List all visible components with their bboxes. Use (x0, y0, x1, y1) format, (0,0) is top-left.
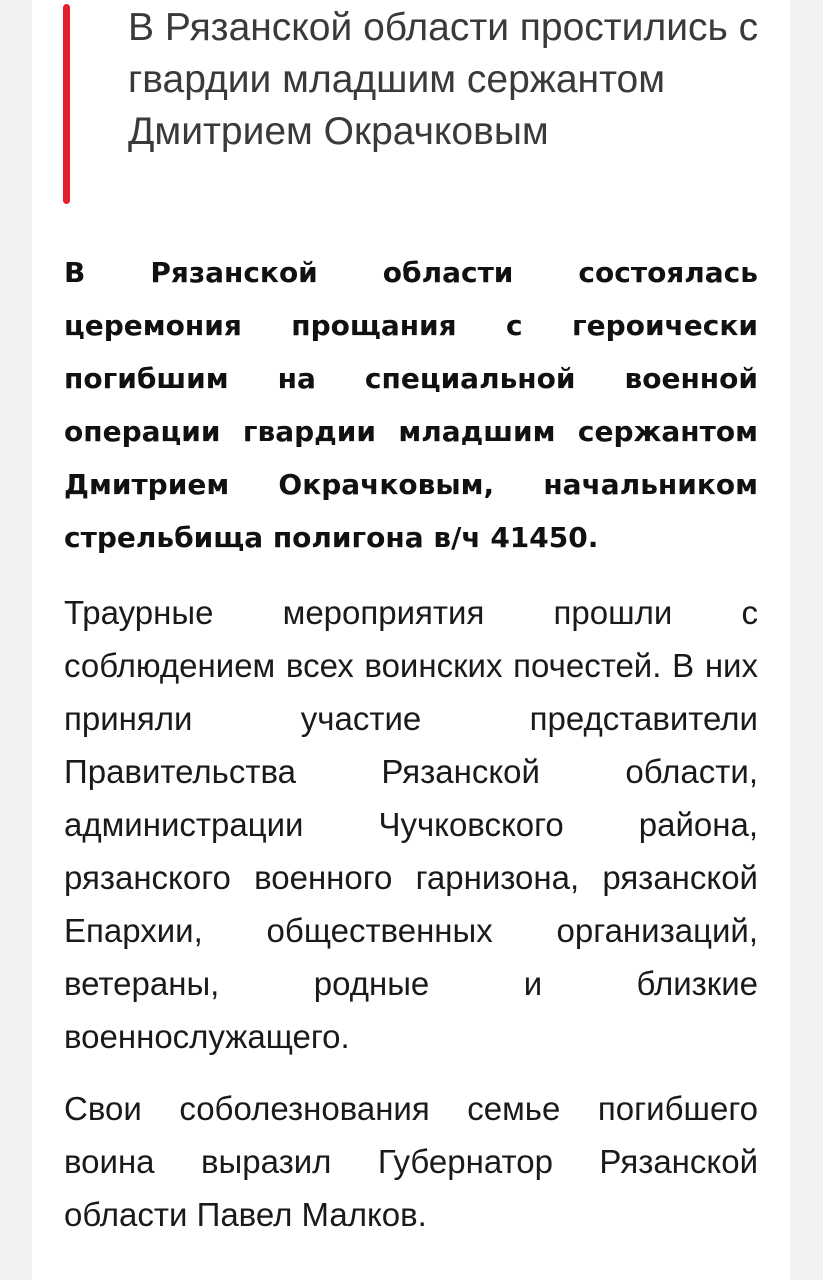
article-paragraph: Свои соболезнования семье погибшего воина выразил Губернатор Рязанской области Павел Малков. (64, 1090, 758, 1233)
article-headline: В Рязанской области простились с гвардии младшим сержантом Дмитрием Окрачковым (128, 6, 759, 153)
article-lead: В Рязанской области состоялась церемония прощания с героически погибшим на специальной военной операции гвардии младшим сержантом Дмитрием Окрачковым, начальником стрельбища полигона в/ч 41450. (64, 256, 758, 554)
headline-accent-bar (63, 4, 70, 204)
article-paragraph: Траурные мероприятия прошли с соблюдением всех воинских почестей. В них приняли участие представители Правительства Рязанской области, администрации Чучковского района, рязанского военного гарнизона, рязанской Епархии, общественных организаций, ветераны, родные и близкие военнослужащего. (64, 594, 758, 1055)
